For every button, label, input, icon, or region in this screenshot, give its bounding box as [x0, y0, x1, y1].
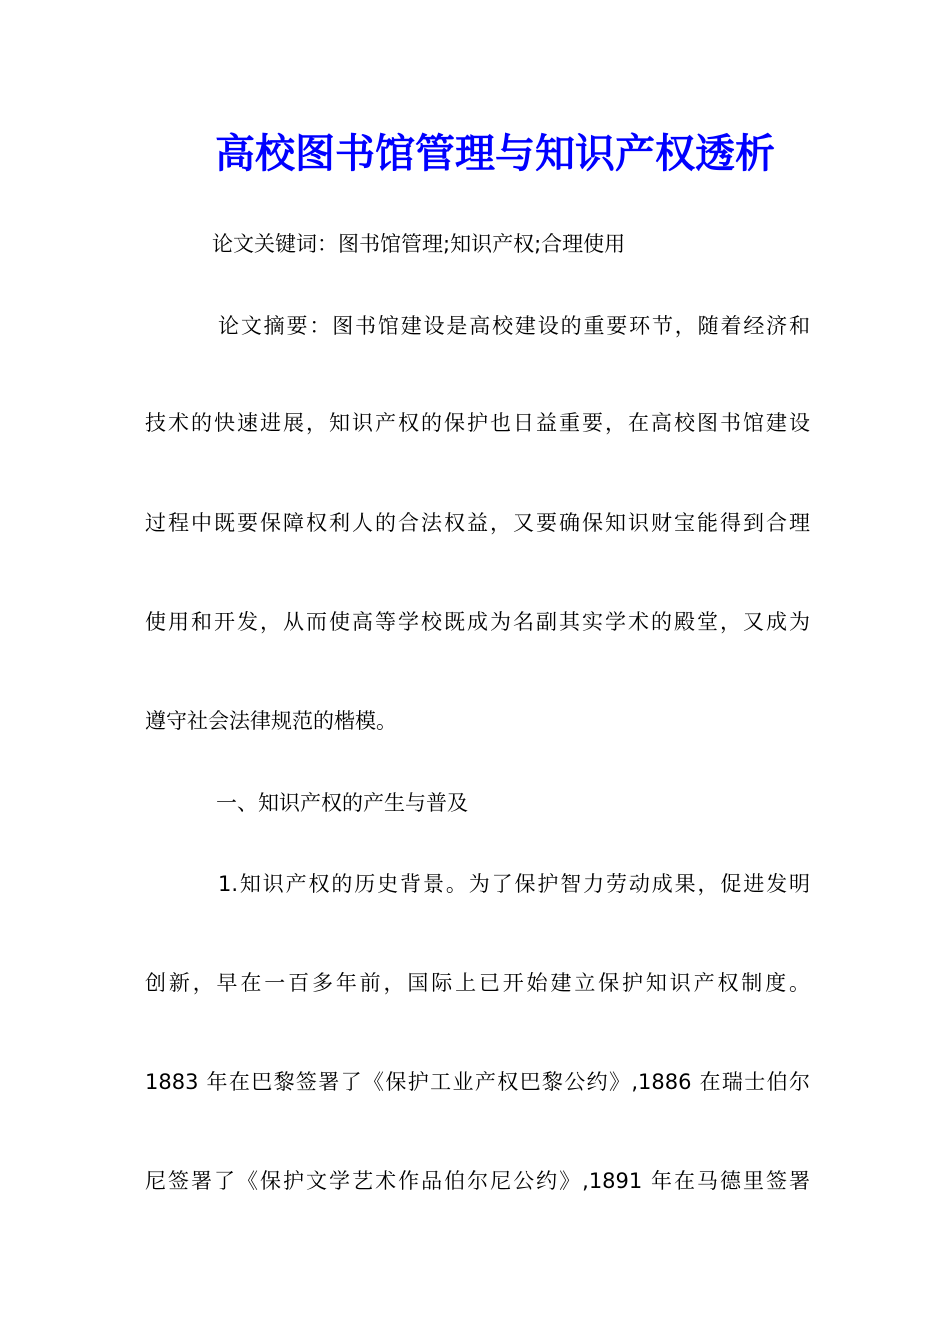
- abstract-line-1: 论文摘要：图书馆建设是高校建设的重要环节，随着经济和: [218, 314, 810, 338]
- body-line-4: 尼签署了《保护文学艺术作品伯尔尼公约》,1891 年在马德里签署: [145, 1169, 810, 1193]
- abstract-line-4: 使用和开发，从而使高等学校既成为名副其实学术的殿堂，又成为: [145, 610, 810, 634]
- document-title: 高校图书馆管理与知识产权透析: [215, 130, 775, 177]
- body-line-2: 创新，早在一百多年前，国际上已开始建立保护知识产权制度。: [145, 971, 810, 995]
- abstract-line-3: 过程中既要保障权利人的合法权益，又要确保知识财宝能得到合理: [145, 511, 810, 535]
- abstract-line-2: 技术的快速进展，知识产权的保护也日益重要，在高校图书馆建设: [145, 411, 810, 435]
- abstract-line-5: 遵守社会法律规范的楷模。: [145, 709, 397, 733]
- body-line-3: 1883 年在巴黎签署了《保护工业产权巴黎公约》,1886 在瑞士伯尔: [145, 1070, 810, 1094]
- body-line-1: 1.知识产权的历史背景。为了保护智力劳动成果，促进发明: [218, 872, 810, 896]
- section-heading: 一、知识产权的产生与普及: [216, 791, 468, 815]
- keywords-line: 论文关键词：图书馆管理;知识产权;合理使用: [212, 232, 626, 256]
